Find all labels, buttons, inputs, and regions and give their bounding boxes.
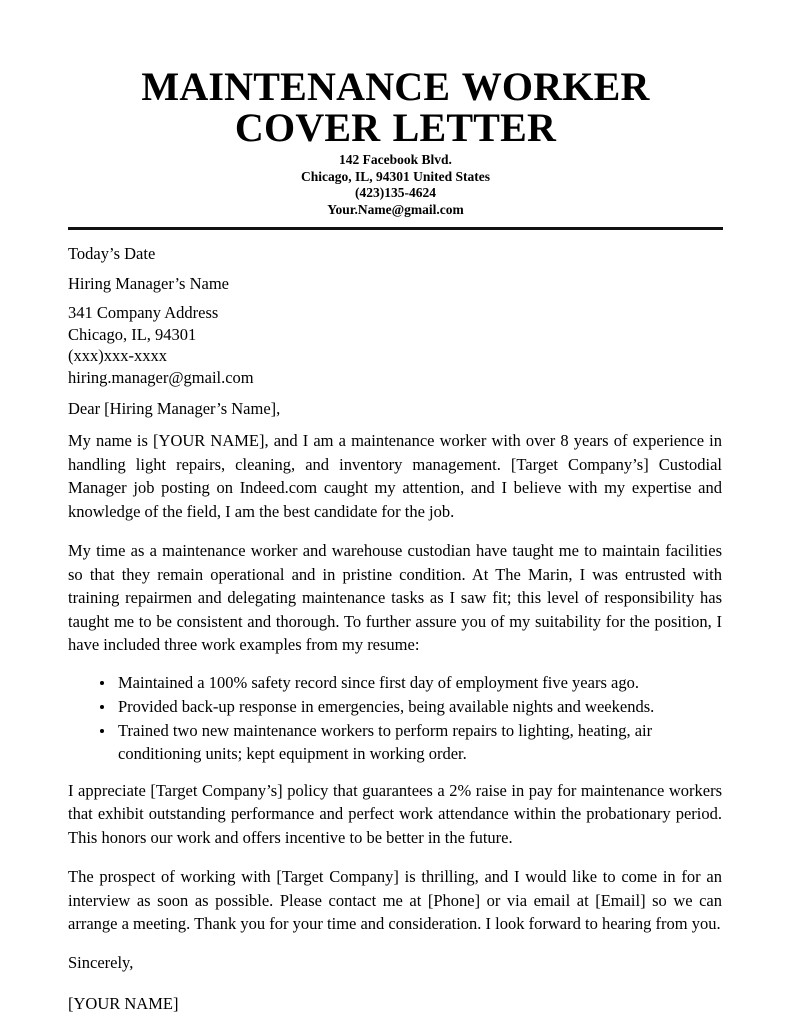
body-paragraph-3: I appreciate [Target Company’s] policy that guarantees a 2% raise in pay for maintenance workers that exhibit outstanding performance and perfect work attendance within the probationary period. This honors our work and offers incentive to be better in the future.	[68, 780, 722, 847]
body-paragraph-1: My name is [YOUR NAME], and I am a maintenance worker with over 8 years of experience in handling light repairs, cleaning, and inventory management. [Target Company’s] Custodial Manager job posting on Indeed.com caught my attention, and I believe with my expertise and knowledge of the field, I am the best candidate for the job.	[68, 431, 722, 521]
highlights-list	[68, 671, 722, 765]
body-paragraph-4: The prospect of working with [Target Company] is thrilling, and I would like to come in for an interview as soon as possible. Please contact me at [Phone] or via email at [Email] so we can arrange a meeting. Thank you for your time and consideration. I look forward to hearing from you.	[68, 867, 722, 933]
sender-phone: (423)135-4624	[355, 185, 436, 200]
header-divider	[68, 227, 723, 230]
signoff: Sincerely,	[68, 952, 134, 972]
recipient-address-block	[68, 302, 722, 388]
recipient-email: hiring.manager@gmail.com	[68, 367, 254, 387]
recipient-phone: (xxx)xxx-xxxx	[68, 346, 167, 365]
sender-city-state-zip: Chicago, IL, 94301 United States	[300, 168, 490, 184]
date-line: Today’s Date	[68, 244, 156, 263]
signature-name: [YOUR NAME]	[68, 993, 179, 1013]
page-title: MAINTENANCE WORKER COVER LETTER	[141, 64, 650, 150]
sender-street-address: 142 Facebook Blvd.	[339, 152, 452, 167]
body-paragraph-2: My time as a maintenance worker and warehouse custodian have taught me to maintain facilities so that they remain operational and in pristine condition. At The Marin, I was entrusted with training repairmen and delegating maintenance tasks as I saw fit; this level of responsibility has taught me to be consistent and thorough. To further assure you of my suitability for the position, I have included three work examples from my resume:	[68, 541, 722, 654]
list-item: Trained two new maintenance workers to perform repairs to lighting, heating, air conditioning units; kept equipment in working order.	[97, 719, 722, 765]
sender-email: Your.Name@gmail.com	[327, 201, 464, 217]
list-item: Maintained a 100% safety record since first day of employment five years ago.	[97, 671, 722, 694]
letter-body	[0, 242, 791, 1015]
recipient-name-line: Hiring Manager’s Name	[68, 274, 229, 293]
salutation: Dear [Hiring Manager’s Name],	[68, 399, 281, 418]
recipient-city-state-zip: Chicago, IL, 94301	[68, 324, 197, 344]
letterhead	[0, 0, 791, 218]
list-item: Provided back-up response in emergencies, being available nights and weekends.	[97, 695, 722, 718]
sender-contact-block	[68, 152, 723, 218]
recipient-street-address: 341 Company Address	[68, 303, 219, 322]
